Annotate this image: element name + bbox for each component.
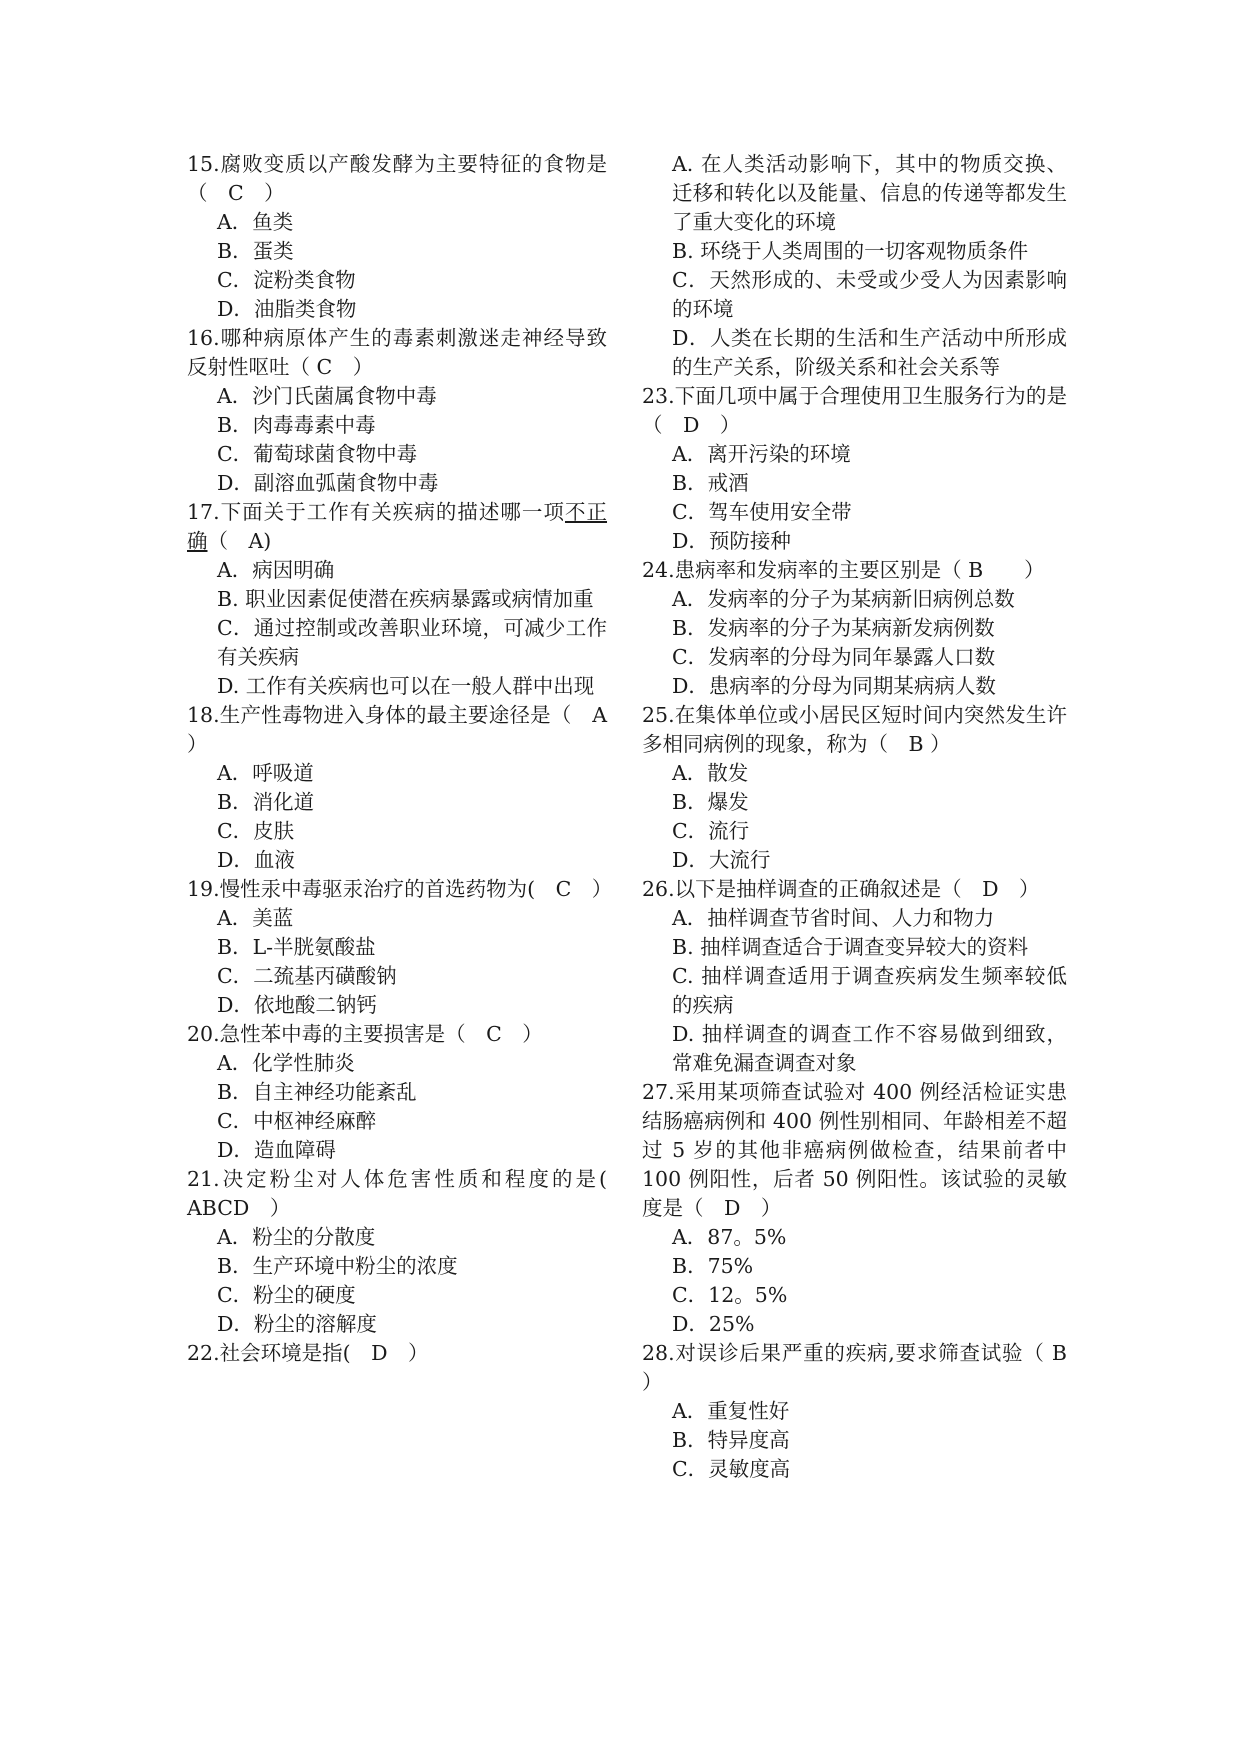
option-c: C．流行 [672, 819, 750, 843]
option-d: D. 工作有关疾病也可以在一般人群中出现 [217, 674, 595, 698]
option-a: A．鱼类 [217, 210, 294, 234]
question-19 [187, 875, 613, 1020]
question-stem: 19.慢性汞中毒驱汞治疗的首选药物为( C ） [187, 877, 613, 901]
question-22-options [642, 150, 1067, 382]
question-stem: 26.以下是抽样调查的正确叙述是（ D ） [642, 877, 1040, 901]
option-a: A．发病率的分子为某病新旧病例总数 [672, 587, 1015, 611]
option-a: A．病因明确 [217, 558, 335, 582]
answer-text: （ A) [207, 529, 272, 553]
option-b: B. 抽样调查适合于调查变异较大的资料 [672, 935, 1029, 959]
option-b: B．自主神经功能紊乱 [217, 1080, 417, 1104]
option-c: C．中枢神经麻醉 [217, 1109, 377, 1133]
option-a: A．散发 [672, 761, 749, 785]
option-b: B．消化道 [217, 790, 315, 814]
stem-text: 17.下面关于工作有关疾病的描述哪一项 [187, 500, 565, 524]
option-c: C．灵敏度高 [672, 1457, 791, 1481]
option-d: D．预防接种 [672, 529, 791, 553]
question-stem: 25.在集体单位或小居民区短时间内突然发生许多相同病例的现象，称为（ B ） [642, 703, 1067, 756]
question-17 [187, 498, 607, 701]
question-18 [187, 701, 607, 875]
question-stem [187, 498, 607, 556]
option-c: C．葡萄球菌食物中毒 [217, 442, 418, 466]
option-d: D．人类在长期的生活和生产活动中所形成的生产关系，阶级关系和社会关系等 [672, 326, 1067, 379]
question-stem: 20.急性苯中毒的主要损害是（ C ） [187, 1022, 543, 1046]
question-25 [642, 701, 1067, 875]
option-a: A．重复性好 [672, 1399, 790, 1423]
option-d: D．造血障碍 [217, 1138, 336, 1162]
question-stem: 23.下面几项中属于合理使用卫生服务行为的是（ D ） [642, 384, 1067, 437]
question-21 [187, 1165, 628, 1339]
option-d: D．依地酸二钠钙 [217, 993, 377, 1017]
option-a: A．87。5% [672, 1225, 787, 1249]
option-c: C．天然形成的、未受或少受人为因素影响的环境 [672, 268, 1067, 321]
option-d: D．油脂类食物 [217, 297, 357, 321]
question-stem: 16.哪种病原体产生的毒素刺激迷走神经导致反射性呕吐（ C ） [187, 326, 607, 379]
option-d: D. 抽样调查的调查工作不容易做到细致，常难免漏查调查对象 [672, 1022, 1067, 1075]
question-23 [642, 382, 1067, 556]
option-c: C．皮肤 [217, 819, 295, 843]
option-b: B. 职业因素促使潜在疾病暴露或病情加重 [217, 587, 594, 611]
question-15 [187, 150, 607, 324]
option-a: A．粉尘的分散度 [217, 1225, 376, 1249]
option-a: A. 在人类活动影响下，其中的物质交换、迁移和转化以及能量、信息的传递等都发生了重大变化的环境 [672, 152, 1067, 234]
question-20 [187, 1020, 607, 1165]
option-d: D．粉尘的溶解度 [217, 1312, 377, 1336]
question-22 [187, 1339, 607, 1368]
question-26 [642, 875, 1067, 1078]
option-d: D．副溶血弧菌食物中毒 [217, 471, 439, 495]
stem-underlined-text: 不正确 [187, 500, 608, 553]
option-c: C．淀粉类食物 [217, 268, 356, 292]
option-b: B．L-半胱氨酸盐 [217, 935, 376, 959]
option-b: B．戒酒 [672, 471, 749, 495]
option-b: B．肉毒毒素中毒 [217, 413, 376, 437]
question-stem: 15.腐败变质以产酸发酵为主要特征的食物是（ C ） [187, 152, 607, 205]
question-stem: 22.社会环境是指( D ） [187, 1341, 429, 1365]
option-b: B．特异度高 [672, 1428, 790, 1452]
option-c: C．驾车使用安全带 [672, 500, 852, 524]
question-stem: 24.患病率和发病率的主要区别是（ B ） [642, 558, 1045, 582]
option-a: A．呼吸道 [217, 761, 314, 785]
option-a: A．化学性肺炎 [217, 1051, 355, 1075]
question-stem: 27.采用某项筛查试验对 400 例经活检证实患结肠癌病例和 400 例性别相同、年龄相差不超过 5 岁的其他非癌病例做检查，结果前者中 100 例阳性，后者 50 例阳性。该试验的灵敏度是（ D ） [642, 1080, 1067, 1220]
option-c: C．二巯基丙磺酸钠 [217, 964, 397, 988]
question-stem: 18.生产性毒物进入身体的最主要途径是（ A ） [187, 703, 607, 756]
question-16 [187, 324, 607, 498]
question-28 [642, 1339, 1095, 1484]
option-b: B. 环绕于人类周围的一切客观物质条件 [672, 239, 1029, 263]
option-c: C. 抽样调查适用于调查疾病发生频率较低的疾病 [672, 964, 1067, 1017]
option-c: C．12。5% [672, 1283, 788, 1307]
option-b: B．爆发 [672, 790, 749, 814]
question-stem: 28.对误诊后果严重的疾病,要求筛查试验（ B ） [642, 1341, 1095, 1394]
option-d: D．患病率的分母为同期某病病人数 [672, 674, 996, 698]
question-27 [642, 1078, 1067, 1339]
option-c: C．发病率的分母为同年暴露人口数 [672, 645, 996, 669]
option-b: B．生产环境中粉尘的浓度 [217, 1254, 458, 1278]
right-column [642, 150, 1095, 1484]
question-24 [642, 556, 1067, 701]
option-d: D．25% [672, 1312, 755, 1336]
option-a: A．美蓝 [217, 906, 294, 930]
option-a: A．抽样调查节省时间、人力和物力 [672, 906, 995, 930]
option-b: B．发病率的分子为某病新发病例数 [672, 616, 995, 640]
option-b: B．75% [672, 1254, 754, 1278]
option-c: C．粉尘的硬度 [217, 1283, 356, 1307]
option-c: C．通过控制或改善职业环境，可减少工作有关疾病 [217, 616, 607, 669]
left-column [187, 150, 628, 1368]
option-a: A．离开污染的环境 [672, 442, 851, 466]
option-b: B．蛋类 [217, 239, 294, 263]
option-d: D．大流行 [672, 848, 771, 872]
option-d: D．血液 [217, 848, 295, 872]
option-a: A．沙门氏菌属食物中毒 [217, 384, 437, 408]
question-stem: 21.决定粉尘对人体危害性质和程度的是( ABCD ） [187, 1167, 628, 1220]
